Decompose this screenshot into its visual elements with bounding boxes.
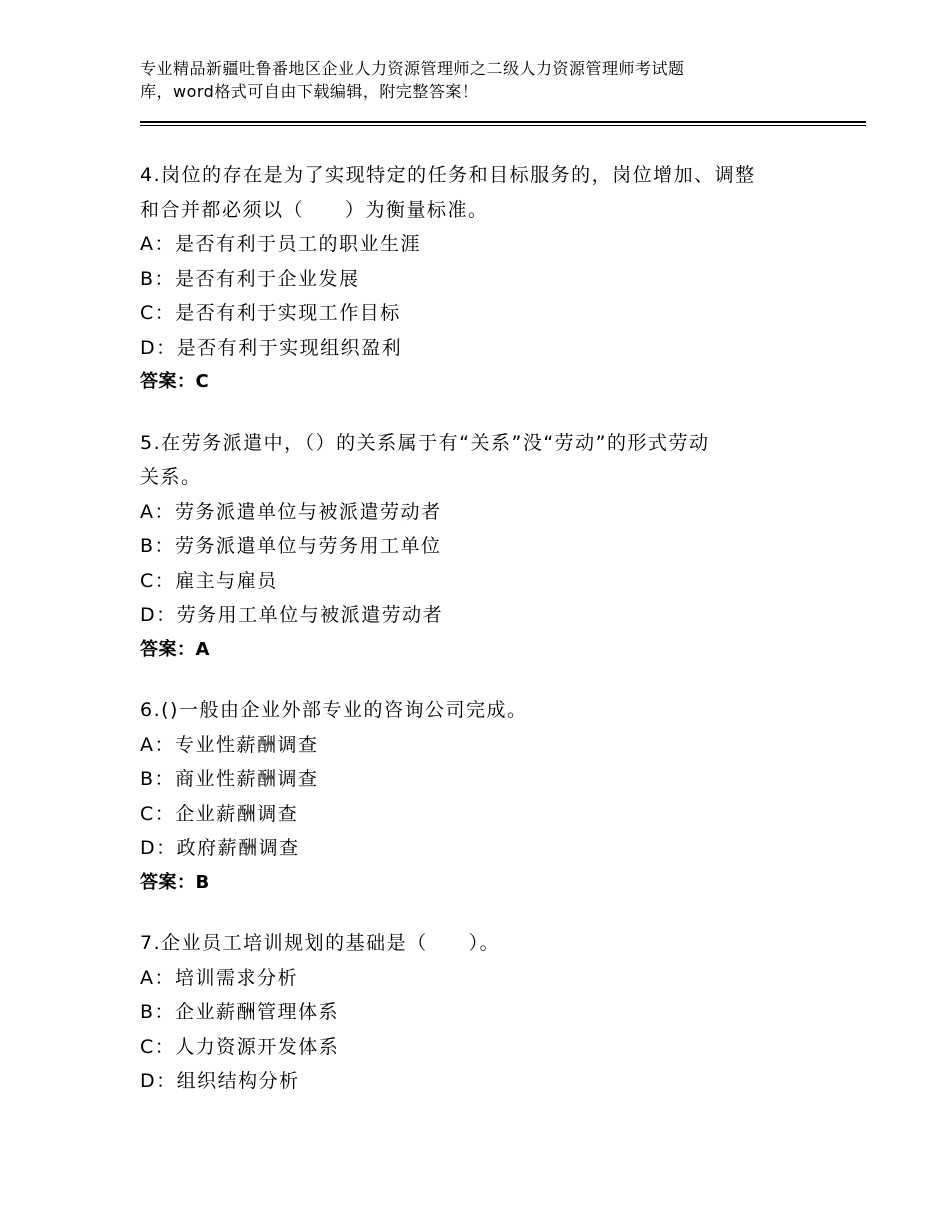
option-d: D：组织结构分析 (140, 1070, 300, 1092)
question-text-line: 和合并都必须以（ ）为衡量标准。 (140, 198, 489, 221)
option-c: C：人力资源开发体系 (140, 1035, 340, 1058)
option-b: B：企业薪酬管理体系 (140, 1001, 340, 1023)
question-7 (140, 926, 820, 1099)
answer-label: 答案：A (140, 638, 210, 660)
question-text-line: 关系。 (140, 466, 202, 488)
option-d: D：劳务用工单位与被派遣劳动者 (140, 604, 444, 626)
header-line-2: 库，word格式可自由下载编辑，附完整答案！ (140, 82, 479, 101)
option-d: D：是否有利于实现组织盈利 (140, 336, 403, 359)
question-6 (140, 693, 820, 900)
question-text-line: 7.企业员工培训规划的基础是（ ）。 (140, 932, 501, 954)
option-a: A：培训需求分析 (140, 966, 298, 989)
document-header (140, 57, 780, 103)
question-text-line: 4.岗位的存在是为了实现特定的任务和目标服务的，岗位增加、调整 (140, 164, 756, 186)
option-b: B：商业性薪酬调查 (140, 768, 319, 790)
option-a: A：专业性薪酬调查 (140, 733, 319, 756)
option-c: C：雇主与雇员 (140, 569, 278, 592)
question-4 (140, 158, 820, 400)
header-line-1: 专业精品新疆吐鲁番地区企业人力资源管理师之二级人力资源管理师考试题 (140, 59, 685, 78)
option-a: A：劳务派遣单位与被派遣劳动者 (140, 500, 442, 523)
header-rule-thick (140, 121, 866, 123)
question-5 (140, 426, 820, 668)
option-a: A：是否有利于员工的职业生涯 (140, 233, 421, 255)
option-b: B：劳务派遣单位与劳务用工单位 (140, 535, 442, 557)
option-c: C：企业薪酬调查 (140, 802, 299, 825)
option-b: B：是否有利于企业发展 (140, 267, 360, 290)
answer-label: 答案：C (140, 371, 210, 392)
option-d: D：政府薪酬调查 (140, 837, 300, 859)
question-list (140, 158, 820, 1125)
header-rule-thin (140, 125, 866, 126)
question-text-line: 6.()一般由企业外部专业的咨询公司完成。 (140, 699, 528, 721)
question-text-line: 5.在劳务派遣中，（）的关系属于有“关系”没“劳动”的形式劳动 (140, 431, 710, 454)
option-c: C：是否有利于实现工作目标 (140, 302, 401, 324)
answer-label: 答案：B (140, 871, 210, 893)
